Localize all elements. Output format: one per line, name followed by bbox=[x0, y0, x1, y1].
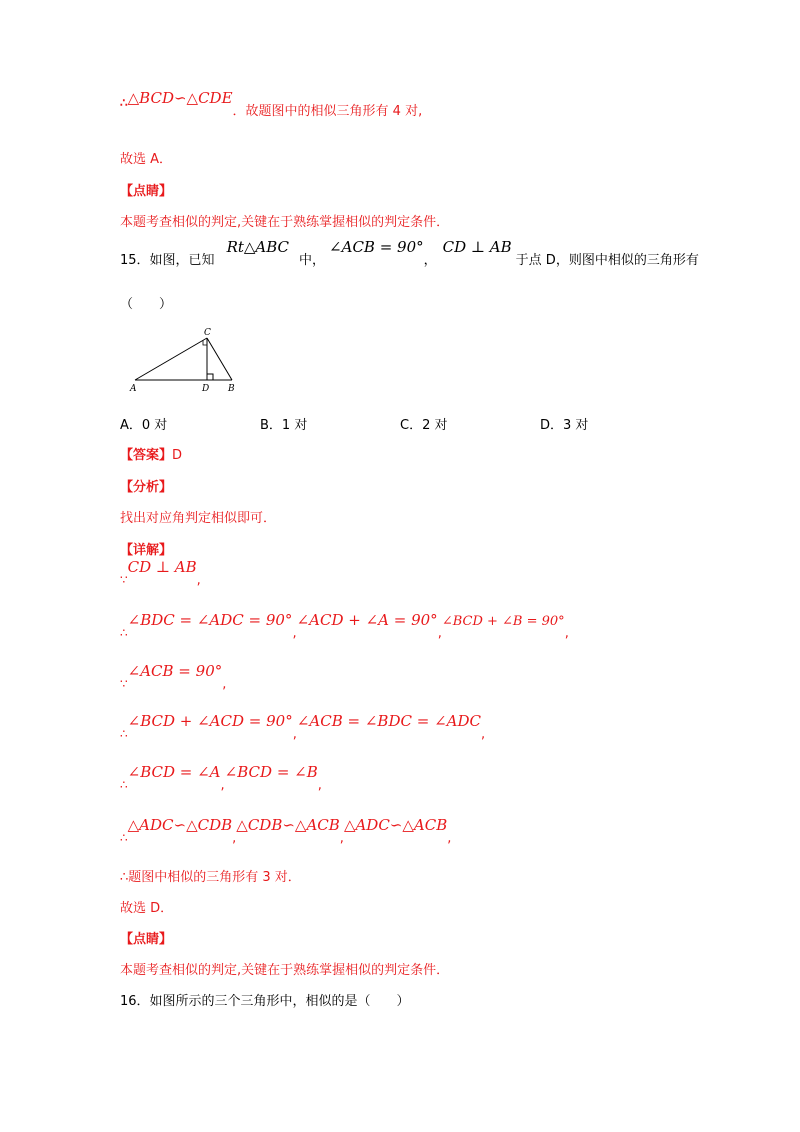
therefore-symbol: ∴ bbox=[120, 727, 128, 741]
math-s5b: ∠BCD = ∠B bbox=[224, 763, 318, 781]
step-2 bbox=[120, 611, 569, 641]
option-key: D． bbox=[540, 418, 564, 433]
right-angle-mark-c bbox=[203, 340, 207, 345]
choose-d-line: 故选 D． bbox=[120, 901, 174, 916]
math-s6c: △ADC∽△ACB bbox=[343, 816, 448, 834]
math-bcd-cde: △BCD∽△CDE bbox=[127, 89, 233, 107]
conclusion-text: ．故题图中的相似三角形有 4 对, bbox=[232, 104, 423, 119]
math-angle-acb: ∠ACB = 90° bbox=[329, 238, 424, 256]
option-text: 3 对 bbox=[563, 418, 589, 433]
comma: , bbox=[292, 626, 297, 641]
comma: , bbox=[339, 831, 344, 846]
answer-line bbox=[120, 444, 182, 463]
comment-heading: 【点睛】 bbox=[120, 932, 173, 947]
question-15-stem bbox=[120, 238, 699, 268]
therefore-symbol: ∴ bbox=[120, 96, 128, 110]
step-1 bbox=[120, 558, 201, 588]
comma: , bbox=[292, 727, 297, 742]
therefore-symbol: ∴ bbox=[120, 778, 128, 792]
label-d: D bbox=[202, 384, 210, 394]
therefore-symbol: ∴ bbox=[120, 626, 128, 640]
comment-text: 本题考查相似的判定,关键在于熟练掌握相似的判定条件． bbox=[120, 215, 450, 230]
comment-heading: 【点睛】 bbox=[120, 184, 173, 199]
comma: , bbox=[222, 677, 227, 692]
math-rt-abc: Rt△ABC bbox=[226, 238, 290, 256]
math-cd-perp-ab: CD ⊥ AB bbox=[442, 238, 512, 256]
answer-heading: 【答案】 bbox=[120, 448, 173, 463]
line-similar-bcd-cde bbox=[120, 89, 423, 119]
comma: , bbox=[447, 831, 452, 846]
comma: , bbox=[480, 727, 486, 742]
step-3 bbox=[120, 662, 227, 692]
analysis-text: 找出对应角判定相似即可． bbox=[120, 511, 277, 526]
stem-text: 如图所示的三个三角形中，相似的是（ ） bbox=[149, 994, 410, 1009]
math-s2c: ∠BCD + ∠B = 90° bbox=[441, 614, 565, 629]
step-4 bbox=[120, 712, 486, 742]
because-symbol: ∵ bbox=[120, 573, 128, 587]
comma: , bbox=[317, 778, 322, 793]
answer-paren: （ ） bbox=[120, 297, 173, 312]
step-5 bbox=[120, 763, 322, 793]
triangle-figure bbox=[128, 326, 250, 398]
comma: , bbox=[220, 778, 225, 793]
comment-text: 本题考查相似的判定,关键在于熟练掌握相似的判定条件． bbox=[120, 963, 450, 978]
option-b[interactable] bbox=[260, 414, 307, 433]
option-a[interactable] bbox=[120, 414, 167, 433]
math-s6b: △CDB∽△ACB bbox=[236, 816, 340, 834]
math-s4b: ∠ACB = ∠BDC = ∠ADC bbox=[296, 712, 481, 730]
math-s5a: ∠BCD = ∠A bbox=[127, 763, 221, 781]
option-c[interactable] bbox=[400, 414, 447, 433]
math-s4a: ∠BCD + ∠ACD = 90° bbox=[127, 712, 293, 730]
analysis-heading: 【分析】 bbox=[120, 480, 173, 495]
therefore-symbol: ∴ bbox=[120, 831, 128, 845]
conclusion-3-pairs: ∴题图中相似的三角形有 3 对． bbox=[120, 870, 301, 885]
stem-text-1: 如图，已知 bbox=[149, 253, 215, 268]
option-key: A． bbox=[120, 418, 142, 433]
answer-value: D bbox=[172, 448, 183, 463]
math-s1: CD ⊥ AB bbox=[127, 558, 197, 576]
step-6 bbox=[120, 816, 452, 846]
question-number: 15． bbox=[120, 253, 150, 268]
option-text: 2 对 bbox=[422, 418, 448, 433]
comma: , bbox=[232, 831, 237, 846]
option-d[interactable] bbox=[540, 414, 588, 433]
detail-heading: 【详解】 bbox=[120, 543, 173, 558]
question-number: 16． bbox=[120, 994, 150, 1009]
side-ac bbox=[135, 338, 207, 380]
question-16-stem bbox=[120, 990, 410, 1009]
comma: , bbox=[437, 626, 442, 641]
because-symbol: ∵ bbox=[120, 677, 128, 691]
math-s2b: ∠ACD + ∠A = 90° bbox=[296, 611, 438, 629]
comma: , bbox=[564, 626, 569, 641]
comma: , bbox=[196, 573, 201, 588]
stem-text-3: ， bbox=[423, 253, 437, 268]
math-s6a: △ADC∽△CDB bbox=[127, 816, 233, 834]
choose-a-line: 故选 A． bbox=[120, 152, 173, 167]
right-angle-mark-d bbox=[207, 374, 213, 380]
label-a: A bbox=[130, 384, 137, 394]
math-s2a: ∠BDC = ∠ADC = 90° bbox=[127, 611, 293, 629]
option-text: 1 对 bbox=[281, 418, 308, 433]
label-b: B bbox=[228, 384, 235, 394]
option-key: B． bbox=[260, 418, 282, 433]
stem-text-4: 于点 D，则图中相似的三角形有 bbox=[515, 253, 699, 268]
label-c: C bbox=[204, 328, 211, 338]
option-text: 0 对 bbox=[141, 418, 168, 433]
stem-text-2: 中， bbox=[299, 253, 326, 268]
option-key: C． bbox=[400, 418, 423, 433]
math-s3: ∠ACB = 90° bbox=[127, 662, 223, 680]
